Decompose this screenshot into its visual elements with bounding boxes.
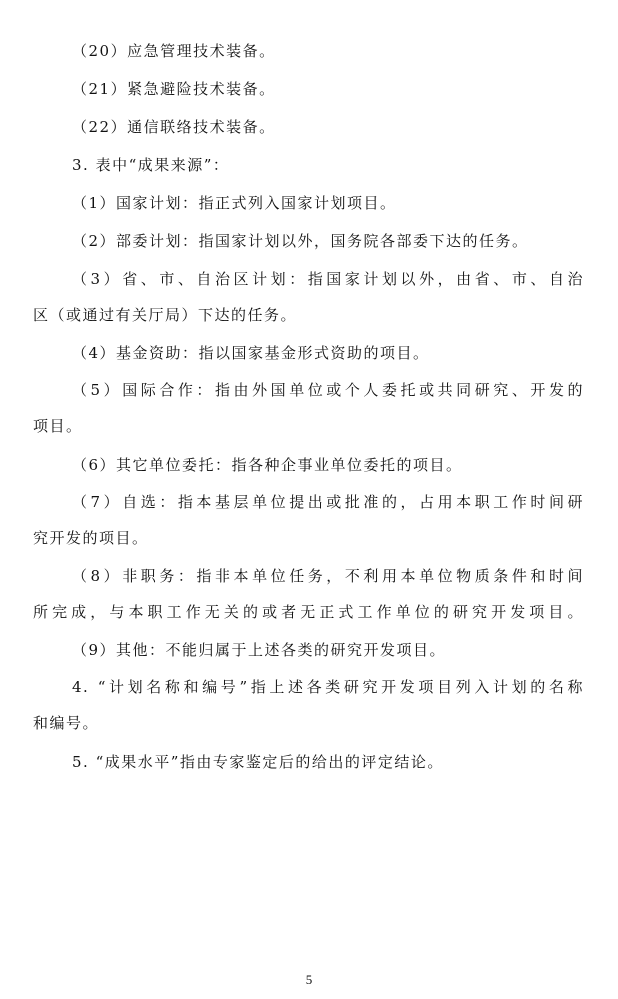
- source-item-8: （8）非职务：指非本单位任务，不利用本单位物质条件和时间: [72, 567, 584, 585]
- section-4-cont: 和编号。: [33, 714, 100, 732]
- source-item-4: （4）基金资助：指以国家基金形式资助的项目。: [72, 344, 430, 362]
- section-3-heading: 3. 表中“成果来源”：: [72, 156, 230, 174]
- section-4-text: 4. “计划名称和编号”指上述各类研究开发项目列入计划的名称: [72, 678, 584, 696]
- source-item-7: （7）自选：指本基层单位提出或批准的，占用本职工作时间研: [72, 493, 584, 511]
- source-item-8-cont: 所完成，与本职工作无关的或者无正式工作单位的研究开发项目。: [33, 603, 584, 621]
- item-21: （21）紧急避险技术装备。: [72, 80, 276, 98]
- item-22: （22）通信联络技术装备。: [72, 118, 276, 136]
- source-item-5: （5）国际合作：指由外国单位或个人委托或共同研究、开发的: [72, 381, 584, 399]
- section-5-text: 5. “成果水平”指由专家鉴定后的给出的评定结论。: [72, 753, 444, 771]
- page-number: 5: [305, 972, 313, 987]
- source-item-6: （6）其它单位委托：指各种企事业单位委托的项目。: [72, 456, 463, 474]
- item-20: （20）应急管理技术装备。: [72, 42, 276, 60]
- source-item-1: （1）国家计划：指正式列入国家计划项目。: [72, 194, 397, 212]
- source-item-9: （9）其他：不能归属于上述各类的研究开发项目。: [72, 641, 447, 659]
- source-item-2: （2）部委计划：指国家计划以外，国务院各部委下达的任务。: [72, 232, 529, 250]
- source-item-3-cont: 区（或通过有关厅局）下达的任务。: [33, 306, 298, 324]
- source-item-3: （3）省、市、自治区计划：指国家计划以外，由省、市、自治: [72, 270, 584, 288]
- source-item-7-cont: 究开发的项目。: [33, 529, 149, 547]
- source-item-5-cont: 项目。: [33, 417, 83, 435]
